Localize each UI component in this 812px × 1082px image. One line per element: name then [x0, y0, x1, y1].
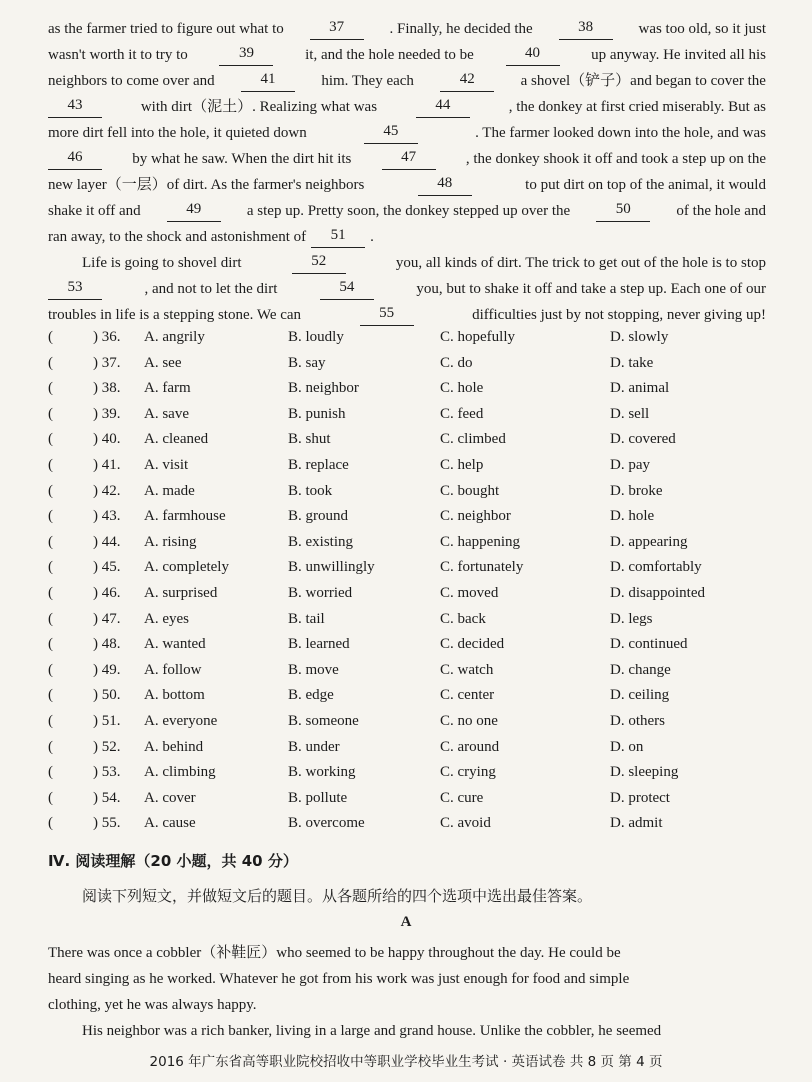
question-number: ) 40.: [93, 431, 121, 448]
option-d: D. disappointed: [610, 585, 705, 601]
option-a: A. follow: [144, 661, 202, 678]
question-row: [48, 608, 768, 630]
option-b: B. say: [288, 354, 326, 371]
option-a: A. surprised: [144, 585, 218, 601]
answer-blank: 49: [167, 200, 221, 222]
question-number: ) 55.: [93, 815, 121, 832]
answer-paren: (: [48, 764, 53, 781]
answer-paren: (: [48, 482, 53, 499]
question-number: ) 38.: [93, 380, 121, 397]
question-row: [48, 326, 768, 348]
reading-line: heard singing as he worked. Whatever he got from his work was just enough for food and simple: [48, 971, 630, 987]
option-c: C. watch: [440, 661, 494, 678]
option-d: D. legs: [610, 610, 653, 627]
option-a: A. cover: [144, 789, 196, 806]
option-b: B. tail: [288, 610, 325, 627]
question-row: [48, 556, 768, 578]
option-b: B. someone: [288, 713, 359, 729]
option-c: C. fortunately: [440, 559, 524, 576]
option-a: A. behind: [144, 738, 204, 755]
option-d: D. others: [610, 713, 665, 729]
option-a: A. visit: [144, 457, 189, 473]
option-a: A. wanted: [144, 636, 206, 653]
passage-line: ran away, to the shock and astonishment of 51 .: [48, 226, 766, 248]
answer-blank: 45: [364, 122, 418, 144]
reading-line: There was once a cobbler（补鞋匠）who seemed to be happy throughout the day. He could be: [48, 945, 621, 961]
option-a: A. save: [144, 405, 189, 422]
answer-paren: (: [48, 380, 53, 397]
option-c: C. hopefully: [440, 329, 515, 345]
option-d: D. take: [610, 354, 654, 371]
answer-paren: (: [48, 815, 53, 832]
answer-paren: (: [48, 405, 53, 422]
answer-paren: (: [48, 354, 53, 371]
option-b: B. took: [288, 482, 333, 499]
passage-line: new layer（一层）of dirt. As the farmer's neighbors 48 to put dirt on top of the animal, it would: [48, 174, 766, 196]
option-b: B. loudly: [288, 329, 344, 345]
option-d: D. animal: [610, 380, 670, 397]
question-number: ) 43.: [93, 508, 121, 525]
passage-line: 53 , and not to let the dirt 54 you, but to shake it off and take a step up. Each one of our: [48, 278, 766, 300]
question-number: ) 44.: [93, 533, 121, 550]
question-row: [48, 787, 768, 809]
option-d: D. appearing: [610, 533, 688, 550]
answer-paren: (: [48, 661, 53, 678]
answer-paren: (: [48, 585, 53, 601]
option-a: A. see: [144, 354, 182, 371]
option-a: A. cause: [144, 815, 196, 832]
answer-blank: 52: [292, 252, 346, 274]
option-c: C. happening: [440, 533, 520, 550]
passage-line: 46 by what he saw. When the dirt hit its 47 , the donkey shook it off and took a step up on the: [48, 148, 766, 170]
option-c: C. hole: [440, 380, 484, 397]
question-number: ) 37.: [93, 354, 121, 371]
question-number: ) 41.: [93, 457, 121, 473]
option-d: D. protect: [610, 789, 670, 806]
option-a: A. farm: [144, 380, 191, 397]
question-number: ) 48.: [93, 636, 121, 653]
option-b: B. neighbor: [288, 380, 359, 397]
answer-paren: (: [48, 738, 53, 755]
answer-blank: 43: [48, 96, 102, 118]
page-footer: 2016 年广东省高等职业院校招收中等职业学校毕业生考试 · 英语试卷 共 8 页 第 4 页: [149, 1054, 663, 1070]
question-row: [48, 582, 768, 604]
option-a: A. eyes: [144, 610, 189, 627]
answer-blank: 42: [440, 70, 494, 92]
option-c: C. climbed: [440, 431, 506, 448]
answer-blank: 38: [559, 18, 613, 40]
question-number: ) 54.: [93, 789, 121, 806]
option-c: C. avoid: [440, 815, 491, 832]
answer-paren: (: [48, 687, 53, 704]
question-row: [48, 736, 768, 758]
option-d: D. comfortably: [610, 559, 702, 576]
option-c: C. bought: [440, 482, 500, 499]
answer-paren: (: [48, 610, 53, 627]
passage-line: as the farmer tried to figure out what to 37 . Finally, he decided the 38 was too old, so it just: [48, 18, 766, 40]
option-c: C. center: [440, 687, 495, 704]
option-c: C. decided: [440, 636, 505, 653]
answer-blank: 39: [219, 44, 273, 66]
option-d: D. continued: [610, 636, 688, 653]
passage-line: Life is going to shovel dirt 52 you, all kinds of dirt. The trick to get out of the hole is to stop: [82, 252, 766, 274]
option-a: A. angrily: [144, 329, 205, 345]
question-row: [48, 480, 768, 502]
option-b: B. punish: [288, 405, 346, 422]
question-number: ) 46.: [93, 585, 121, 601]
option-a: A. rising: [144, 533, 197, 550]
option-d: D. sleeping: [610, 764, 679, 781]
option-d: D. pay: [610, 457, 650, 473]
answer-blank: 54: [320, 278, 374, 300]
question-number: ) 49.: [93, 661, 121, 678]
option-c: C. cure: [440, 789, 484, 806]
option-c: C. around: [440, 738, 500, 755]
option-d: D. sell: [610, 405, 650, 422]
question-number: ) 52.: [93, 738, 121, 755]
option-d: D. slowly: [610, 329, 669, 345]
reading-line: clothing, yet he was always happy.: [48, 997, 257, 1013]
option-c: C. help: [440, 457, 484, 473]
option-d: D. hole: [610, 508, 655, 525]
answer-paren: (: [48, 789, 53, 806]
question-row: [48, 377, 768, 399]
answer-paren: (: [48, 636, 53, 653]
question-row: [48, 710, 768, 732]
section-heading: Ⅳ. 阅读理解（20 小题，共 40 分）: [48, 852, 298, 870]
answer-blank: 41: [241, 70, 295, 92]
answer-blank: 44: [416, 96, 470, 118]
option-a: A. climbing: [144, 764, 216, 781]
option-d: D. admit: [610, 815, 663, 832]
answer-blank: 50: [596, 200, 650, 222]
option-b: B. ground: [288, 508, 348, 525]
option-a: A. farmhouse: [144, 508, 226, 525]
option-b: B. working: [288, 764, 356, 781]
option-a: A. made: [144, 482, 195, 499]
section-instruction: 阅读下列短文，并做短文后的题目。从各题所给的四个选项中选出最佳答案。: [82, 887, 593, 905]
question-number: ) 51.: [93, 713, 121, 729]
option-a: A. cleaned: [144, 431, 209, 448]
option-d: D. change: [610, 661, 671, 678]
question-number: ) 53.: [93, 764, 121, 781]
option-a: A. bottom: [144, 687, 205, 704]
answer-blank: 47: [382, 148, 436, 170]
option-d: D. on: [610, 738, 644, 755]
answer-paren: (: [48, 559, 53, 576]
answer-blank: 37: [310, 18, 364, 40]
option-c: C. crying: [440, 764, 496, 781]
option-b: B. existing: [288, 533, 354, 550]
passage-line: troubles in life is a stepping stone. We can 55 difficulties just by not stopping, never giving up!: [48, 304, 766, 326]
answer-blank: 46: [48, 148, 102, 170]
option-c: C. do: [440, 354, 473, 371]
option-b: B. edge: [288, 687, 334, 704]
passage-line: neighbors to come over and 41 him. They each 42 a shovel（铲子）and began to cover the: [48, 70, 766, 92]
option-c: C. no one: [440, 713, 498, 729]
answer-paren: (: [48, 431, 53, 448]
question-row: [48, 812, 768, 834]
answer-paren: (: [48, 329, 53, 345]
question-row: [48, 505, 768, 527]
option-b: B. shut: [288, 431, 331, 448]
question-row: [48, 454, 768, 476]
reading-line: His neighbor was a rich banker, living in a large and grand house. Unlike the cobbler, he seemed: [82, 1023, 662, 1039]
option-b: B. overcome: [288, 815, 365, 832]
question-row: [48, 659, 768, 681]
answer-blank: 53: [48, 278, 102, 300]
option-a: A. everyone: [144, 713, 218, 729]
answer-paren: (: [48, 508, 53, 525]
option-d: D. ceiling: [610, 687, 670, 704]
option-b: B. move: [288, 661, 339, 678]
answer-paren: (: [48, 457, 53, 473]
question-row: [48, 403, 768, 425]
answer-paren: (: [48, 533, 53, 550]
question-number: ) 45.: [93, 559, 121, 576]
answer-blank: 40: [506, 44, 560, 66]
question-row: [48, 761, 768, 783]
option-b: B. worried: [288, 585, 353, 601]
question-row: [48, 531, 768, 553]
answer-blank: 51: [311, 226, 365, 248]
answer-blank: 48: [418, 174, 472, 196]
passage-letter: A: [400, 914, 412, 930]
question-number: ) 42.: [93, 482, 121, 499]
question-number: ) 50.: [93, 687, 121, 704]
option-d: D. broke: [610, 482, 663, 499]
option-c: C. feed: [440, 405, 484, 422]
option-b: B. under: [288, 738, 340, 755]
question-number: ) 39.: [93, 405, 121, 422]
option-c: C. neighbor: [440, 508, 511, 525]
question-row: [48, 352, 768, 374]
passage-line: more dirt fell into the hole, it quieted down 45 . The farmer looked down into the hole, and was: [48, 122, 766, 144]
option-c: C. moved: [440, 585, 499, 601]
option-d: D. covered: [610, 431, 676, 448]
question-number: ) 47.: [93, 610, 121, 627]
answer-blank: 55: [360, 304, 414, 326]
question-row: [48, 633, 768, 655]
answer-paren: (: [48, 713, 53, 729]
passage-line: wasn't worth it to try to 39 it, and the hole needed to be 40 up anyway. He invited all his: [48, 44, 766, 66]
option-b: B. learned: [288, 636, 350, 653]
question-number: ) 36.: [93, 329, 121, 345]
question-row: [48, 428, 768, 450]
option-c: C. back: [440, 610, 486, 627]
question-row: [48, 684, 768, 706]
option-a: A. completely: [144, 559, 229, 576]
passage-line: shake it off and 49 a step up. Pretty soon, the donkey stepped up over the 50 of the hole and: [48, 200, 766, 222]
option-b: B. pollute: [288, 789, 348, 806]
option-b: B. replace: [288, 457, 349, 473]
passage-line: 43 with dirt（泥土）. Realizing what was 44 , the donkey at first cried miserably. But as: [48, 96, 766, 118]
option-b: B. unwillingly: [288, 559, 375, 576]
